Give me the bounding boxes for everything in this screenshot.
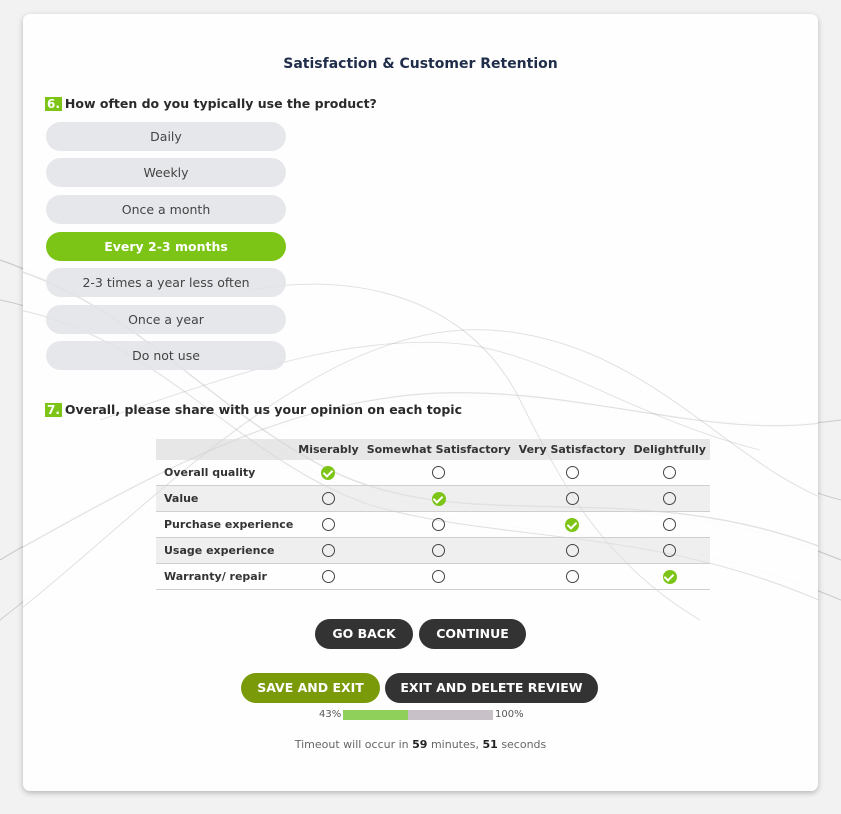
question-7-label xyxy=(45,402,462,417)
radio-unchecked[interactable] xyxy=(322,518,335,531)
continue-button[interactable]: CONTINUE xyxy=(419,619,526,649)
radio-checked[interactable] xyxy=(565,518,579,532)
question-text: How often do you typically use the product? xyxy=(64,96,377,111)
page-title: Satisfaction & Customer Retention xyxy=(283,56,558,72)
radio-unchecked[interactable] xyxy=(322,570,335,583)
option-daily[interactable]: Daily xyxy=(46,122,286,151)
column-header: Miserably xyxy=(294,439,362,460)
timeout-seconds-unit: seconds xyxy=(501,738,547,751)
matrix-row xyxy=(156,512,710,538)
matrix-row xyxy=(156,460,710,486)
option-once-a-month[interactable]: Once a month xyxy=(46,195,286,224)
question-6-label xyxy=(45,96,377,111)
progress-bar-fill xyxy=(343,710,408,720)
column-header: Delightfully xyxy=(630,439,710,460)
option-2-3-times-a-year[interactable]: 2-3 times a year less often xyxy=(46,268,286,297)
column-header: Somewhat Satisfactory xyxy=(363,439,515,460)
radio-unchecked[interactable] xyxy=(566,570,579,583)
row-label: Value xyxy=(156,486,294,512)
radio-unchecked[interactable] xyxy=(663,492,676,505)
option-once-a-year[interactable]: Once a year xyxy=(46,305,286,334)
timeout-prefix: Timeout will occur in xyxy=(294,738,409,751)
question-number-badge: 7. xyxy=(47,403,60,417)
matrix-row xyxy=(156,564,710,590)
radio-unchecked[interactable] xyxy=(432,570,445,583)
radio-unchecked[interactable] xyxy=(322,492,335,505)
radio-checked[interactable] xyxy=(432,492,446,506)
progress-indicator xyxy=(23,709,818,721)
matrix-row xyxy=(156,486,710,512)
radio-unchecked[interactable] xyxy=(663,544,676,557)
row-label: Warranty/ repair xyxy=(156,564,294,590)
exit-and-delete-review-button[interactable]: EXIT AND DELETE REVIEW xyxy=(385,673,598,703)
radio-unchecked[interactable] xyxy=(566,544,579,557)
option-every-2-3-months[interactable]: Every 2-3 months xyxy=(46,232,286,261)
question-number-badge: 6. xyxy=(47,97,60,111)
radio-unchecked[interactable] xyxy=(322,544,335,557)
row-label: Usage experience xyxy=(156,538,294,564)
timeout-minutes-unit: minutes, xyxy=(430,738,479,751)
radio-unchecked[interactable] xyxy=(663,466,676,479)
column-header: Very Satisfactory xyxy=(515,439,630,460)
radio-checked[interactable] xyxy=(321,466,335,480)
timeout-minutes: 59 xyxy=(412,738,428,751)
option-weekly[interactable]: Weekly xyxy=(46,158,286,187)
radio-unchecked[interactable] xyxy=(432,544,445,557)
radio-unchecked[interactable] xyxy=(566,492,579,505)
survey-card xyxy=(23,14,818,791)
go-back-button[interactable]: GO BACK xyxy=(315,619,413,649)
radio-unchecked[interactable] xyxy=(663,518,676,531)
option-do-not-use[interactable]: Do not use xyxy=(46,341,286,370)
matrix-corner xyxy=(156,439,294,460)
radio-unchecked[interactable] xyxy=(432,466,445,479)
rating-matrix xyxy=(156,439,710,590)
radio-unchecked[interactable] xyxy=(432,518,445,531)
timeout-seconds: 51 xyxy=(482,738,498,751)
row-label: Overall quality xyxy=(156,460,294,486)
matrix-header-row xyxy=(156,439,710,460)
radio-unchecked[interactable] xyxy=(566,466,579,479)
radio-checked[interactable] xyxy=(663,570,677,584)
row-label: Purchase experience xyxy=(156,512,294,538)
progress-bar xyxy=(343,710,493,720)
progress-current-label: 43% xyxy=(319,709,342,720)
save-and-exit-button[interactable]: SAVE AND EXIT xyxy=(241,673,380,703)
timeout-notice xyxy=(23,738,818,751)
question-text: Overall, please share with us your opinion on each topic xyxy=(64,402,462,417)
matrix-row xyxy=(156,538,710,564)
progress-max-label: 100% xyxy=(495,709,524,720)
